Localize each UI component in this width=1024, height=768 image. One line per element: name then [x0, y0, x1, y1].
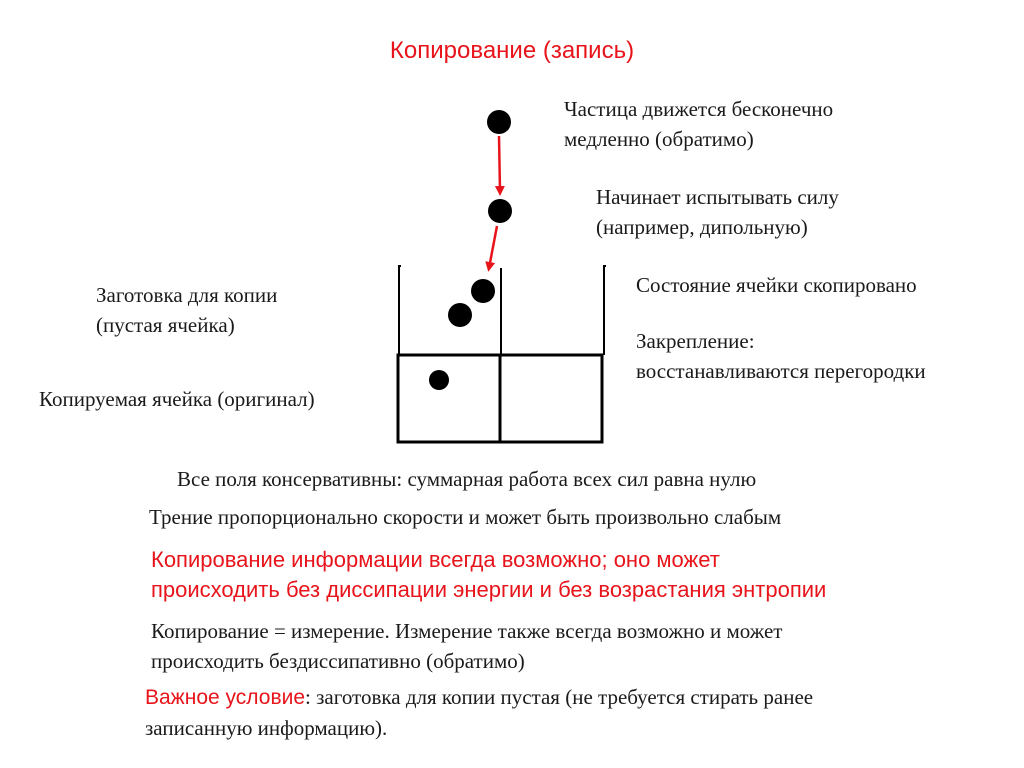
statement-copy-possible: Копирование информации всегда возможно; оно может происходить без диссипации энергии и без возрастания энтропии — [151, 547, 827, 602]
annotation-particle-motion: Частица движется бесконечно медленно (обратимо) — [564, 97, 834, 151]
statement-conservative: Все поля консервативны: суммарная работа всех сил равна нулю — [177, 467, 757, 491]
slide-title: Копирование (запись) — [389, 37, 635, 64]
annotation-blank-cell: Заготовка для копии (пустая ячейка) — [96, 283, 278, 337]
statement-condition — [145, 682, 813, 743]
particle-start — [487, 110, 511, 134]
annotation-fixing: Закрепление: восстанавливаются перегородки — [636, 329, 926, 383]
particle-copy — [471, 279, 495, 303]
motion-arrow-1 — [499, 136, 500, 192]
annotation-state-copied: Состояние ячейки скопировано — [636, 273, 917, 297]
particle-original — [429, 370, 449, 390]
condition-text: : заготовка для копии пустая (не требуется стирать ранее — [305, 685, 814, 709]
annotation-original-cell: Копируемая ячейка (оригинал) — [39, 387, 315, 411]
condition-text-2: записанную информацию). — [145, 716, 388, 740]
particle-middle — [488, 199, 512, 223]
original-cell — [398, 355, 602, 442]
particle-copy-shadow — [448, 303, 472, 327]
blank-cell — [398, 266, 606, 355]
annotation-force: Начинает испытывать силу (например, дипольную) — [596, 185, 839, 239]
statement-measurement: Копирование = измерение. Измерение также всегда возможно и может происходить бездиссипативно (обратимо) — [151, 619, 783, 673]
statement-friction: Трение пропорционально скорости и может быть произвольно слабым — [149, 505, 782, 529]
condition-label: Важное условие — [145, 686, 306, 709]
motion-arrow-2 — [489, 226, 497, 268]
